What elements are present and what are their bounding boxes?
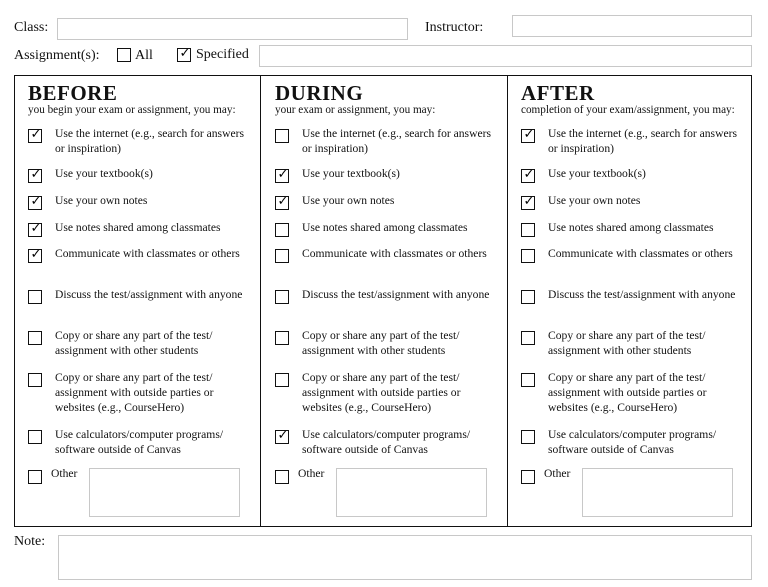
assignments-label: Assignment(s): [14,48,100,63]
item-label: Communicate with classmates or others [302,247,487,260]
communicate-checkbox[interactable] [521,249,535,263]
item-label: Use your textbook(s) [548,167,646,180]
item-label: Discuss the test/assignment with anyone [55,288,243,301]
copy-outside-checkbox[interactable] [275,373,289,387]
communicate-checkbox[interactable] [275,249,289,263]
item-label: Discuss the test/assignment with anyone [302,288,490,301]
textbook-checkbox[interactable] [28,169,42,183]
item-label: Use your own notes [55,194,148,207]
item-label: Copy or share any part of the test/ assignment with other students [302,329,460,357]
shared-notes-checkbox[interactable] [521,223,535,237]
copy-students-checkbox[interactable] [275,331,289,345]
column-before [28,76,258,526]
calculators-checkbox[interactable] [28,430,42,444]
own-notes-checkbox[interactable] [275,196,289,210]
own-notes-checkbox[interactable] [521,196,535,210]
own-notes-checkbox[interactable] [28,196,42,210]
class-label: Class: [14,20,49,35]
internet-checkbox[interactable] [28,129,42,143]
textbook-checkbox[interactable] [275,169,289,183]
other-checkbox[interactable] [275,470,289,484]
note-label: Note: [14,534,46,549]
column-during [275,76,505,526]
item-label: Discuss the test/assignment with anyone [548,288,736,301]
column-title: DURING [275,81,364,105]
copy-outside-checkbox[interactable] [521,373,535,387]
check-mark-icon [29,167,43,183]
item-label: Use your own notes [548,194,641,207]
other-text-field[interactable] [582,468,733,517]
specified-checkbox[interactable] [177,48,191,62]
item-label: Use calculators/computer programs/ software outside of Canvas [55,428,224,456]
shared-notes-checkbox[interactable] [28,223,42,237]
calculators-checkbox[interactable] [275,430,289,444]
copy-students-checkbox[interactable] [521,331,535,345]
textbook-checkbox[interactable] [521,169,535,183]
item-label: Communicate with classmates or others [548,247,733,260]
item-label: Copy or share any part of the test/ assignment with other students [55,329,213,357]
check-mark-icon [276,428,290,444]
column-title: BEFORE [28,81,118,105]
column-divider [507,76,508,526]
check-mark-icon [276,167,290,183]
item-label: Copy or share any part of the test/ assignment with outside parties or websites (e.g., CourseHero) [548,371,707,414]
shared-notes-checkbox[interactable] [275,223,289,237]
item-label: Use notes shared among classmates [548,221,714,234]
item-label: Copy or share any part of the test/ assignment with outside parties or websites (e.g., CourseHero) [302,371,461,414]
item-label: Other [544,467,571,480]
item-label: Copy or share any part of the test/ assignment with other students [548,329,706,357]
discuss-checkbox[interactable] [275,290,289,304]
calculators-checkbox[interactable] [521,430,535,444]
internet-checkbox[interactable] [521,129,535,143]
copy-outside-checkbox[interactable] [28,373,42,387]
check-mark-icon [276,194,290,210]
specified-assignments-field[interactable] [259,45,752,67]
permissions-table [14,75,752,527]
column-subtitle: you begin your exam or assignment, you may: [28,104,236,116]
item-label: Use the internet (e.g., search for answers or inspiration) [548,127,737,155]
note-field[interactable] [58,535,752,580]
check-mark-icon [29,247,43,263]
column-subtitle: your exam or assignment, you may: [275,104,436,116]
item-label: Communicate with classmates or others [55,247,240,260]
internet-checkbox[interactable] [275,129,289,143]
other-text-field[interactable] [89,468,240,517]
check-mark-icon [522,167,536,183]
check-mark-icon [29,194,43,210]
item-label: Use your textbook(s) [302,167,400,180]
copy-students-checkbox[interactable] [28,331,42,345]
column-subtitle: completion of your exam/assignment, you may: [521,104,735,116]
other-text-field[interactable] [336,468,487,517]
check-mark-icon [522,194,536,210]
item-label: Other [51,467,78,480]
check-mark-icon [522,127,536,143]
item-label: Use notes shared among classmates [55,221,221,234]
item-label: Use notes shared among classmates [302,221,468,234]
item-label: Use your textbook(s) [55,167,153,180]
item-label: Copy or share any part of the test/ assignment with outside parties or websites (e.g., CourseHero) [55,371,214,414]
item-label: Use calculators/computer programs/ software outside of Canvas [548,428,717,456]
check-mark-icon [29,127,43,143]
item-label: Other [298,467,325,480]
column-divider [260,76,261,526]
check-mark-icon [178,46,192,62]
all-checkbox[interactable] [117,48,131,62]
all-label: All [135,48,153,63]
item-label: Use the internet (e.g., search for answers or inspiration) [55,127,244,155]
instructor-label: Instructor: [425,20,484,35]
specified-label: Specified [196,47,249,62]
discuss-checkbox[interactable] [521,290,535,304]
other-checkbox[interactable] [28,470,42,484]
discuss-checkbox[interactable] [28,290,42,304]
item-label: Use the internet (e.g., search for answers or inspiration) [302,127,491,155]
class-field[interactable] [57,18,408,40]
column-after [521,76,751,526]
column-title: AFTER [521,81,595,105]
check-mark-icon [29,221,43,237]
other-checkbox[interactable] [521,470,535,484]
item-label: Use your own notes [302,194,395,207]
communicate-checkbox[interactable] [28,249,42,263]
item-label: Use calculators/computer programs/ software outside of Canvas [302,428,471,456]
instructor-field[interactable] [512,15,752,37]
